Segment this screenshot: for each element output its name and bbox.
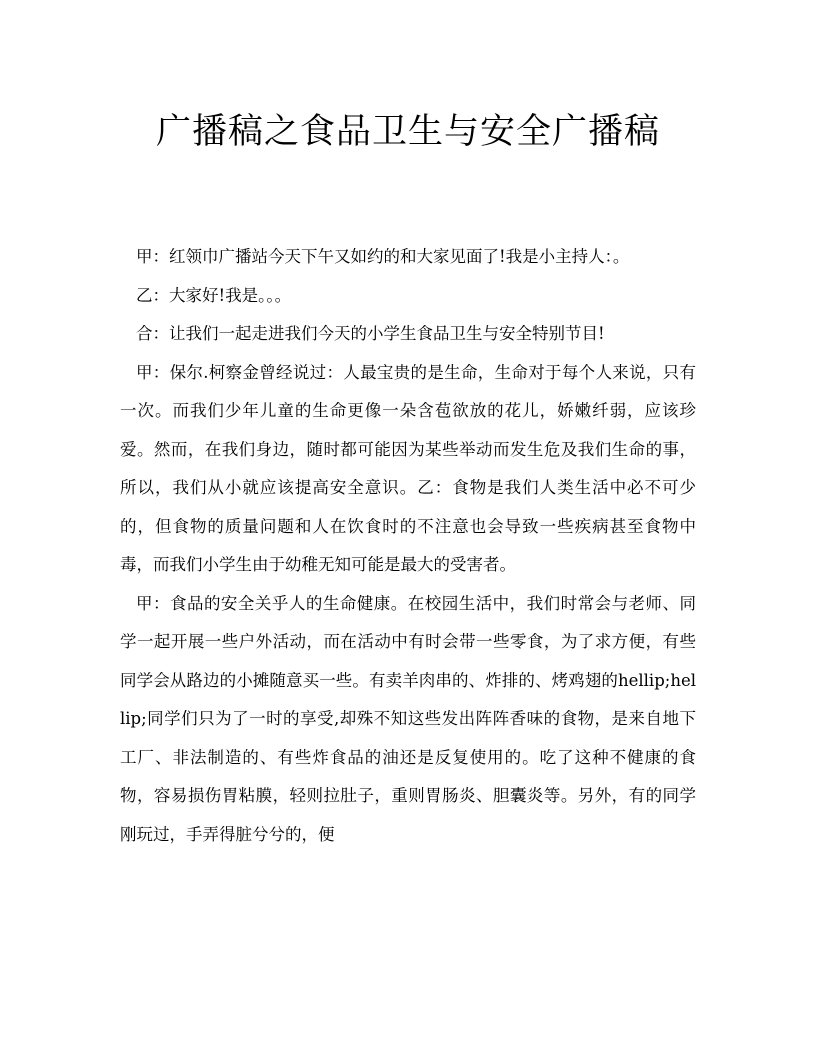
paragraph-5: 甲：食品的安全关乎人的生命健康。在校园生活中，我们时常会与老师、同学一起开展一些户外活动，而在活动中有时会带一些零食，为了求方便，有些同学会从路边的小摊随意买一些。有卖羊肉串的、炸排的、烤鸡翅的hellip;hellip;同学们只为了一时的享受,却殊不知这些发出阵阵香味的食物，是来自地下工厂、非法制造的、有些炸食品的油还是反复使用的。吃了这种不健康的食物，容易损伤胃粘膜，轻则拉肚子，重则胃肠炎、胆囊炎等。另外，有的同学刚玩过，手弄得脏兮兮的，便 <box>120 593 696 844</box>
document-body <box>120 238 696 854</box>
paragraph-3: 合：让我们一起走进我们今天的小学生食品卫生与安全特别节目! <box>136 324 605 343</box>
paragraph-1: 甲：红领巾广播站今天下午又如约的和大家见面了!我是小主持人：。 <box>136 247 630 266</box>
paragraph-4: 甲：保尔.柯察金曾经说过：人最宝贵的是生命，生命对于每个人来说，只有一次。而我们少年儿童的生命更像一朵含苞欲放的花儿，娇嫩纤弱，应该珍爱。然而，在我们身边，随时都可能因为某些举动而发生危及我们生命的事，所以，我们从小就应该提高安全意识。乙：食物是我们人类生活中必不可少的，但食物的质量问题和人在饮食时的不注意也会导致一些疾病甚至食物中毒，而我们小学生由于幼稚无知可能是最大的受害者。 <box>120 362 696 574</box>
document-title: 广播稿之食品卫生与安全广播稿 <box>155 112 660 152</box>
paragraph-2: 乙：大家好!我是。。。 <box>136 285 292 305</box>
